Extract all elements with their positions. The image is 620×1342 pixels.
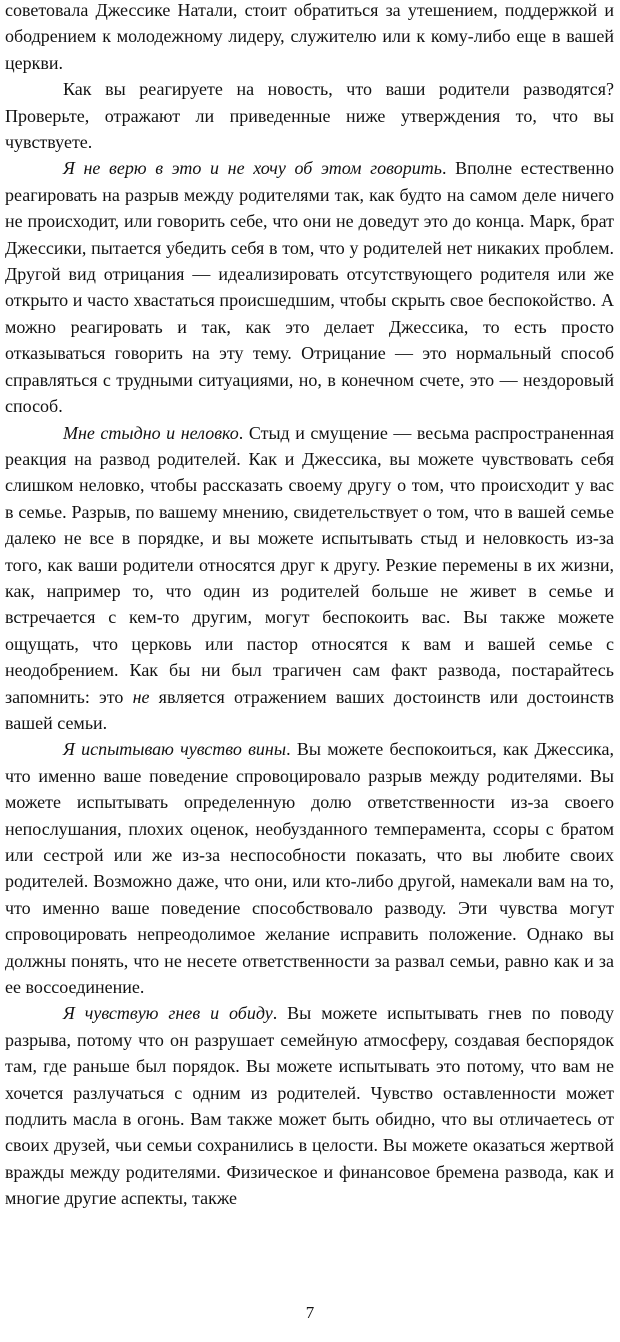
paragraph-continued (5, 0, 614, 76)
paragraph-text: . Стыд и смущение — весьма распространенная реакция на развод родителей. Как и Джессика, вы можете чувствовать себя слишком неловко, чтобы рассказать своему другу о том, что происходит у вас в семье. Разрыв, по вашему мнению, свидетельствует о том, что в вашей семье далеко не все в порядке, и вы можете испытывать стыд и неловкость из-за того, как ваши родители относятся друг к другу. Резкие перемены в их жизни, как, например то, что один из родителей больше не живет в семье и встречается с кем-то другим, могут беспокоить вас. Вы также можете ощущать, что церковь или пастор относятся к вам и вашей семье с неодобрением. Как бы ни был трагичен сам факт развода, постарайтесь запомнить: это (5, 422, 615, 707)
paragraph-shame (5, 420, 614, 737)
paragraph-anger (5, 1000, 614, 1211)
page-body (5, 0, 614, 1212)
paragraph-text: . Вполне естественно реагировать на разрыв между родителями так, как будто на самом деле ничего не происходит, или говорить себе, что они не доведут это до конца. Марк, брат Джессики, пытается убедить себя в том, что у родителей нет никаких проблем. Другой вид отрицания — идеализировать отсутствующего родителя или же открыто и часто хвастаться происшедшим, чтобы скрыть свое беспокойство. А можно реагировать и так, как это делает Джессика, то есть просто отказываться говорить на эту тему. Отрицание — это нормальный способ справляться с трудными ситуациями, но, в конечном счете, это — нездоровый способ. (5, 158, 614, 417)
paragraph-denial (5, 155, 614, 419)
page-number: 7 (305, 1303, 315, 1322)
paragraph-guilt (5, 736, 614, 1000)
paragraph-lead: Мне стыдно и неловко (63, 422, 239, 443)
paragraph-question (5, 76, 614, 155)
paragraph-text: советовала Джессике Натали, стоит обратиться за утешением, поддержкой и ободрением к молодежному лидеру, служителю или к кому-либо еще в вашей церкви. (5, 0, 614, 73)
paragraph-text: Как вы реагируете на новость, что ваши родители разводятся? Проверьте, отражают ли приведенные ниже утверждения то, что вы чувствуете. (5, 79, 614, 153)
paragraph-lead: Я чувствую гнев и обиду (63, 1003, 273, 1024)
paragraph-text: является отражением ваших достоинств или достоинств вашей семьи. (5, 686, 614, 733)
paragraph-text: . Вы можете беспокоиться, как Джессика, что именно ваше поведение спровоцировало разрыв между родителями. Вы можете испытывать определенную долю ответственности из-за своего непослушания, плохих оценок, необузданного темперамента, ссоры с братом или сестрой или же из-за неспособности показать, что вы любите своих родителей. Возможно даже, что они, или кто-либо другой, намекали вам на то, что именно ваше поведение способствовало разводу. Эти чувства могут спровоцировать непреодолимое желание исправить положение. Однако вы должны понять, что не несете ответственности за развал семьи, равно как и за ее воссоединение. (5, 739, 614, 998)
paragraph-lead: Я испытываю чувство вины (63, 739, 287, 760)
paragraph-text: . Вы можете испытывать гнев по поводу разрыва, потому что он разрушает семейную атмосферу, создавая беспорядок там, где раньше был порядок. Вы можете испытывать это потому, что вам не хочется разлучаться с одним из родителей. Чувство оставленности может подлить масла в огонь. Вам также может быть обидно, что вы отличаетесь от своих друзей, чьи семьи сохранились в целости. Вы можете оказаться жертвой вражды между родителями. Физическое и финансовое бремена развода, как и многие другие аспекты, также (5, 1003, 614, 1209)
paragraph-lead: Я не верю в это и не хочу об этом говорить (63, 158, 442, 179)
emphasis-word: не (132, 686, 150, 707)
